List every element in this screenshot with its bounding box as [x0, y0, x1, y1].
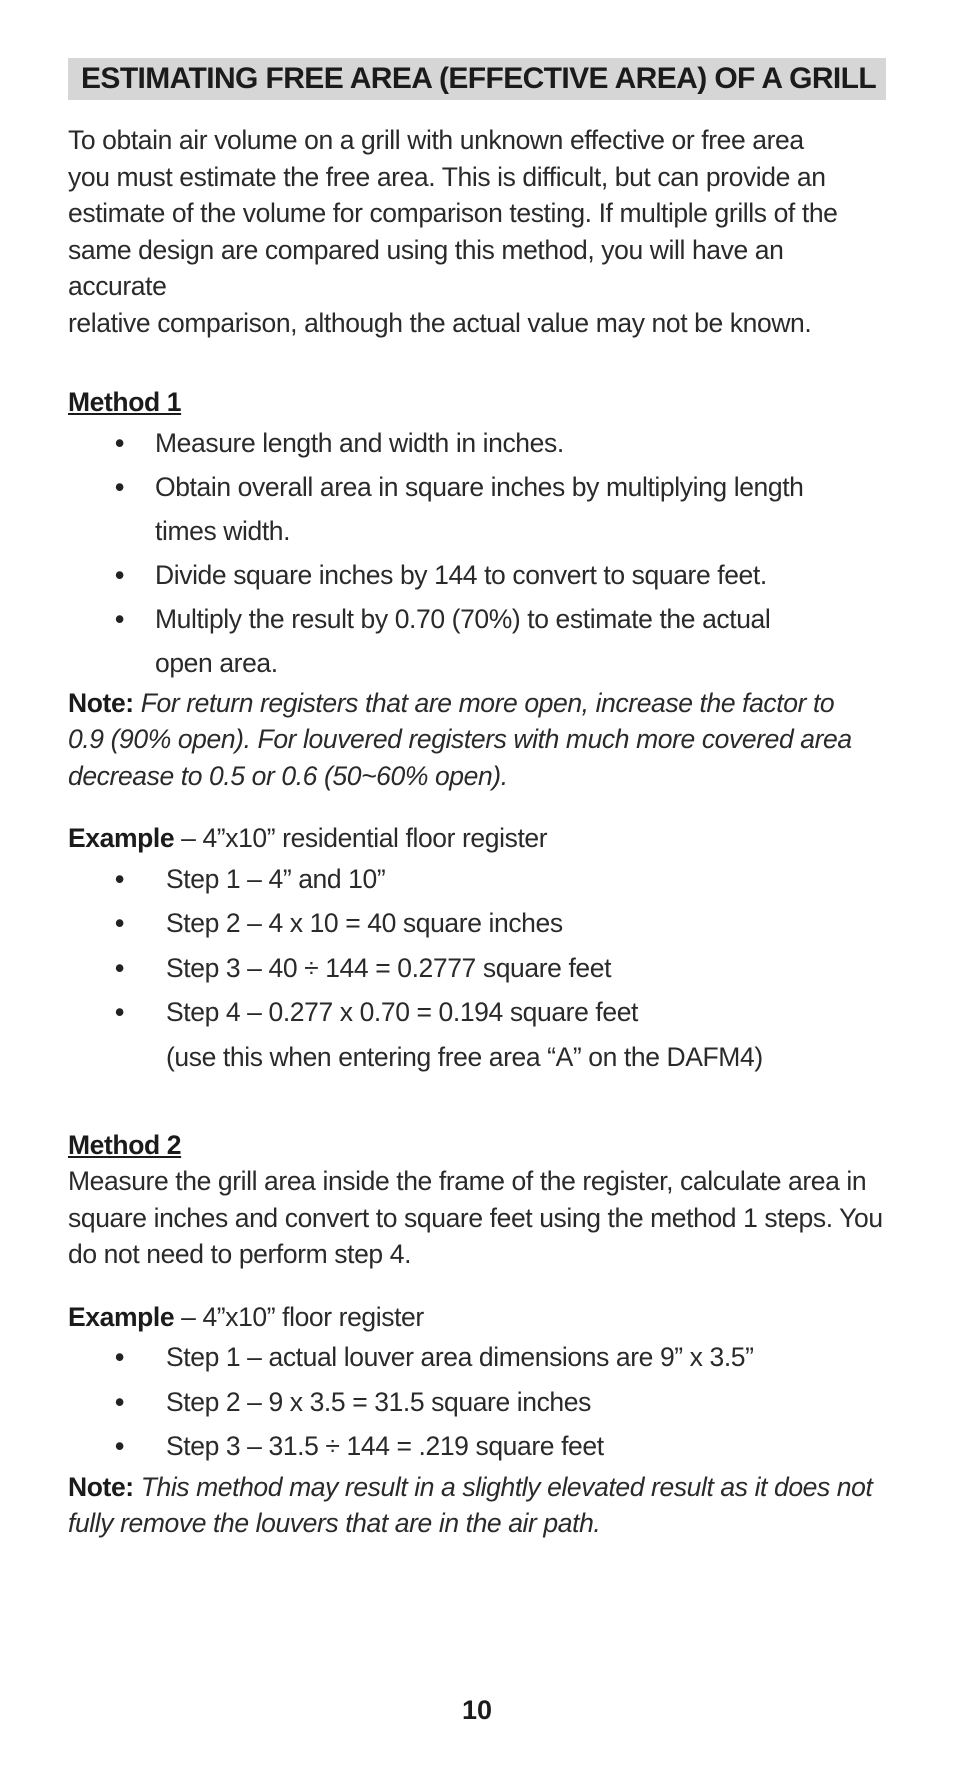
bullet-icon: • [115, 427, 124, 458]
example-label: Example [68, 823, 175, 853]
list-item [68, 1335, 886, 1380]
note-text: This method may result in a slightly elevated result as it does not [140, 1471, 873, 1502]
list-item [68, 465, 886, 553]
step-text: Step 2 – 9 x 3.5 = 31.5 square inches [166, 1386, 591, 1417]
note-label: Note: [68, 1471, 134, 1502]
bullet-icon: • [115, 1386, 124, 1417]
method-2-heading: Method 2 [68, 1129, 182, 1160]
bullet-icon: • [115, 997, 124, 1027]
list-item [68, 857, 886, 902]
method-1-heading: Method 1 [68, 387, 182, 417]
intro-line: To obtain air volume on a grill with unknown effective or free area [68, 125, 804, 155]
example-label: Example [68, 1301, 175, 1332]
manual-page [68, 58, 886, 1542]
list-item [68, 1380, 886, 1425]
method-1-note [68, 685, 886, 795]
step-text: Step 4 – 0.277 x 0.70 = 0.194 square feet [166, 997, 639, 1027]
method-1-bullet-list [68, 421, 886, 685]
step-text: Step 1 – actual louver area dimensions are 9” x 3.5” [166, 1342, 754, 1372]
list-item [68, 1424, 886, 1469]
list-item [68, 901, 886, 946]
note-text: decrease to 0.5 or 0.6 (50~60% open). [68, 760, 508, 791]
method-2-example [68, 1299, 886, 1336]
paragraph-line: do not need to perform step 4. [68, 1239, 412, 1269]
intro-paragraph [68, 122, 886, 341]
method-1-example [68, 820, 886, 857]
paragraph-line: Measure the grill area inside the frame of the register, calculate area in [68, 1166, 867, 1196]
list-item [68, 946, 886, 991]
step-text: Step 3 – 40 ÷ 144 = 0.2777 square feet [166, 952, 612, 983]
bullet-text: Obtain overall area in square inches by multiplying length [155, 471, 804, 502]
method-2-paragraph [68, 1163, 886, 1273]
intro-line: same design are compared using this method, you will have an accurate [68, 234, 784, 301]
bullet-icon: • [115, 1431, 124, 1461]
bullet-icon: • [115, 1342, 124, 1372]
bullet-icon: • [115, 952, 124, 983]
list-item [68, 597, 886, 685]
bullet-icon: • [115, 559, 124, 590]
bullet-text: times width. [155, 515, 291, 546]
note-text: 0.9 (90% open). For louvered registers with much more covered area [68, 724, 852, 754]
example-text: – 4”x10” residential floor register [174, 823, 548, 853]
page-number: 10 [461, 1695, 493, 1725]
intro-line: you must estimate the free area. This is difficult, but can provide an [68, 161, 826, 192]
note-text: fully remove the louvers that are in the air path. [68, 1508, 601, 1538]
bullet-icon: • [115, 471, 124, 502]
step-text: Step 3 – 31.5 ÷ 144 = .219 square feet [166, 1431, 604, 1461]
intro-line: relative comparison, although the actual value may not be known. [68, 307, 812, 338]
paragraph-line: square inches and convert to square feet using the method 1 steps. You [68, 1202, 883, 1233]
note-text: For return registers that are more open, increase the factor to [140, 687, 835, 718]
note-label: Note: [68, 687, 134, 718]
step-note: (use this when entering free area “A” on the DAFM4) [166, 1041, 763, 1072]
list-item [68, 553, 886, 597]
step-text: Step 1 – 4” and 10” [166, 863, 386, 894]
bullet-text: open area. [155, 647, 278, 678]
example-text: – 4”x10” floor register [174, 1301, 424, 1332]
bullet-icon: • [115, 863, 124, 894]
bullet-text: Multiply the result by 0.70 (70%) to estimate the actual [155, 603, 771, 634]
intro-line: estimate of the volume for comparison testing. If multiple grills of the [68, 198, 838, 228]
list-item [68, 421, 886, 465]
step-text: Step 2 – 4 x 10 = 40 square inches [166, 908, 563, 938]
method-1-steps [68, 857, 886, 1035]
method-2-note [68, 1469, 886, 1542]
bullet-text: Divide square inches by 144 to convert to square feet. [155, 559, 767, 590]
bullet-icon: • [115, 908, 124, 938]
list-item [68, 990, 886, 1035]
page-title: ESTIMATING FREE AREA (EFFECTIVE AREA) OF A GRILL [68, 58, 886, 100]
method-2-steps [68, 1335, 886, 1469]
bullet-text: Measure length and width in inches. [155, 427, 564, 458]
bullet-icon: • [115, 603, 124, 634]
